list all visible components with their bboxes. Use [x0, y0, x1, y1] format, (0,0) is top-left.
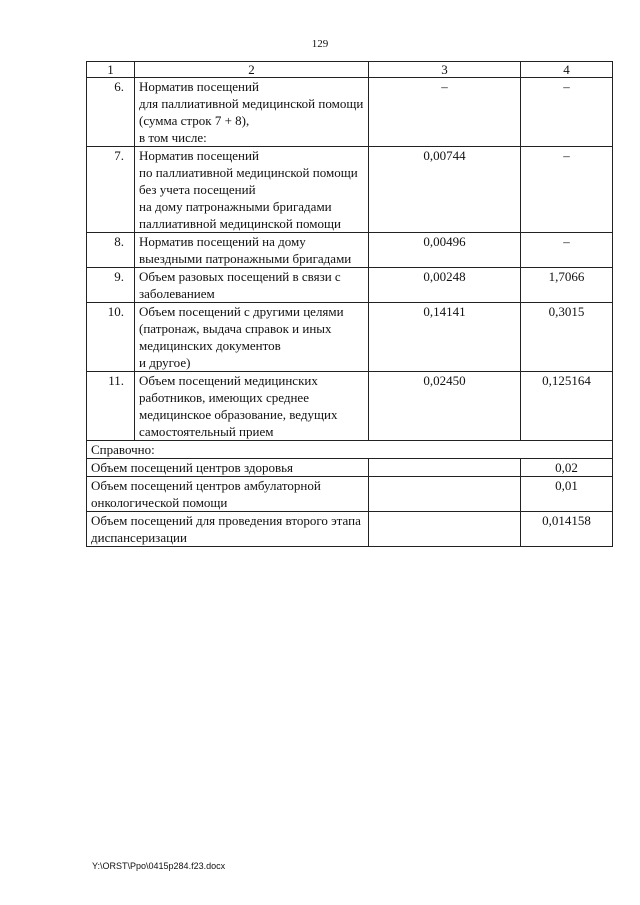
- row-value-col3: 0,02450: [369, 372, 521, 441]
- row-name: Объем посещений с другими целями (патронаж, выдача справок и иных медицинских документов и другое): [135, 303, 369, 372]
- table-row: [87, 372, 613, 441]
- header-col-3: 3: [369, 62, 521, 78]
- row-value-col3: 0,00496: [369, 233, 521, 268]
- reference-row-col3: [369, 477, 521, 512]
- row-number: 10.: [87, 303, 135, 372]
- table-header-row: [87, 62, 613, 78]
- table-row: [87, 303, 613, 372]
- row-number: 6.: [87, 78, 135, 147]
- visits-normative-table: [86, 61, 613, 547]
- table-row: [87, 78, 613, 147]
- table-row: [87, 147, 613, 233]
- reference-row-col4: 0,02: [521, 459, 613, 477]
- row-value-col3: 0,00248: [369, 268, 521, 303]
- row-value-col3: 0,00744: [369, 147, 521, 233]
- reference-row-col3: [369, 459, 521, 477]
- reference-label-row: [87, 441, 613, 459]
- row-value-col3: –: [369, 78, 521, 147]
- row-value-col4: 0,125164: [521, 372, 613, 441]
- row-name: Объем посещений медицинских работников, имеющих среднее медицинское образование, ведущих самостоятельный прием: [135, 372, 369, 441]
- row-number: 8.: [87, 233, 135, 268]
- reference-row-col4: 0,014158: [521, 512, 613, 547]
- row-value-col4: 1,7066: [521, 268, 613, 303]
- reference-row-name: Объем посещений центров амбулаторной онкологической помощи: [87, 477, 369, 512]
- row-value-col4: –: [521, 147, 613, 233]
- row-name: Объем разовых посещений в связи с заболеванием: [135, 268, 369, 303]
- header-col-4: 4: [521, 62, 613, 78]
- row-value-col4: –: [521, 233, 613, 268]
- row-name: Норматив посещений по паллиативной медицинской помощи без учета посещений на дому патронажными бригадами паллиативной медицинской помощи: [135, 147, 369, 233]
- reference-row: [87, 477, 613, 512]
- reference-row-col3: [369, 512, 521, 547]
- row-value-col3: 0,14141: [369, 303, 521, 372]
- row-value-col4: 0,3015: [521, 303, 613, 372]
- reference-row-name: Объем посещений для проведения второго этапа диспансеризации: [87, 512, 369, 547]
- table-row: [87, 233, 613, 268]
- row-value-col4: –: [521, 78, 613, 147]
- footer-file-path: Y:\ORST\Ppo\0415p284.f23.docx: [92, 861, 226, 871]
- page-number: 129: [311, 38, 329, 50]
- header-col-2: 2: [135, 62, 369, 78]
- row-name: Норматив посещений для паллиативной медицинской помощи (сумма строк 7 + 8), в том числе:: [135, 78, 369, 147]
- reference-row: [87, 459, 613, 477]
- table-row: [87, 268, 613, 303]
- row-name: Норматив посещений на дому выездными патронажными бригадами: [135, 233, 369, 268]
- reference-row: [87, 512, 613, 547]
- row-number: 11.: [87, 372, 135, 441]
- row-number: 7.: [87, 147, 135, 233]
- header-col-1: 1: [87, 62, 135, 78]
- reference-row-name: Объем посещений центров здоровья: [87, 459, 369, 477]
- reference-label: Справочно:: [87, 441, 613, 459]
- row-number: 9.: [87, 268, 135, 303]
- reference-row-col4: 0,01: [521, 477, 613, 512]
